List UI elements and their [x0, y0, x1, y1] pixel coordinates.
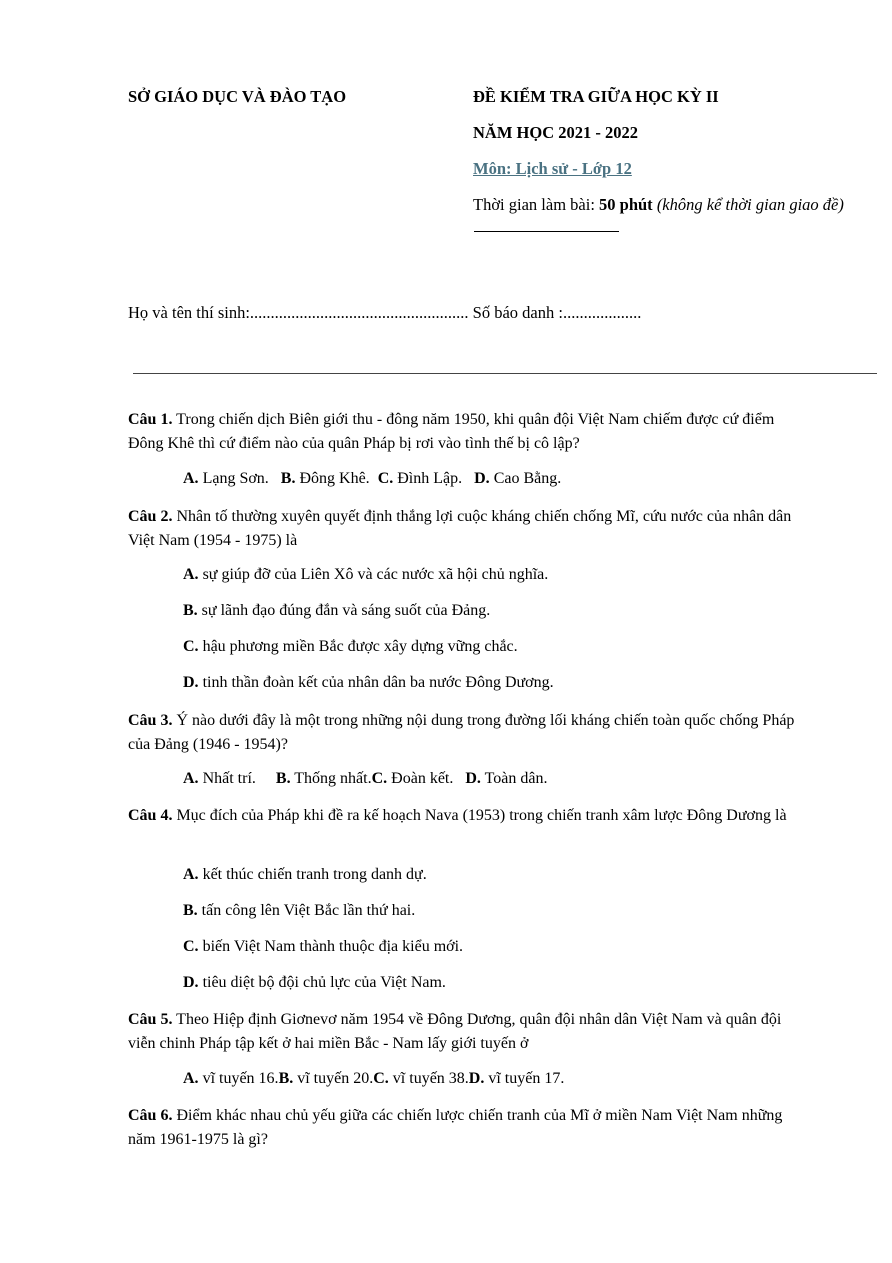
question-2-option-a	[183, 566, 548, 584]
option-key: C.	[371, 770, 388, 787]
question-4	[128, 804, 808, 828]
question-label: Câu 5.	[128, 1011, 173, 1028]
question-label: Câu 6.	[128, 1107, 173, 1124]
option-key: C.	[373, 1070, 389, 1087]
question-2	[128, 505, 808, 553]
option-text: Thống nhất.	[290, 770, 372, 787]
option-key: A.	[183, 1070, 199, 1087]
option-text: vĩ tuyến 38.	[388, 1070, 469, 1087]
option-key: A.	[183, 566, 199, 583]
option-text: Đoàn kết.	[387, 770, 466, 787]
option-text: tinh thần đoàn kết của nhân dân ba nước Đông Dương.	[198, 674, 554, 691]
option-text: Toàn dân.	[480, 770, 548, 787]
option-key: A.	[183, 866, 199, 883]
question-2-option-d	[183, 674, 554, 692]
question-2-option-c	[183, 638, 518, 656]
option-text: sự giúp đỡ của Liên Xô và các nước xã hội chủ nghĩa.	[198, 566, 549, 583]
section-divider	[133, 373, 877, 374]
department-name: SỞ GIÁO DỤC VÀ ĐÀO TẠO	[128, 87, 347, 106]
option-text: vĩ tuyến 16.	[198, 1070, 279, 1087]
question-3	[128, 709, 808, 757]
question-4-option-b	[183, 902, 415, 920]
question-1	[128, 408, 808, 456]
header-divider	[474, 231, 619, 232]
option-key: D.	[468, 1070, 485, 1087]
option-text: Nhất trí.	[198, 770, 276, 787]
question-4-option-c	[183, 938, 463, 956]
option-key: B.	[278, 1070, 294, 1087]
question-5	[128, 1008, 808, 1056]
question-label: Câu 2.	[128, 508, 173, 525]
option-text: kết thúc chiến tranh trong danh dự.	[198, 866, 427, 883]
question-6	[128, 1104, 808, 1152]
option-key: D.	[465, 770, 481, 787]
option-text: Lạng Sơn.	[198, 470, 281, 487]
exam-title: ĐỀ KIỂM TRA GIỮA HỌC KỲ II	[473, 87, 719, 106]
option-key: B.	[280, 470, 296, 487]
time-prefix: Thời gian làm bài:	[473, 195, 600, 214]
option-key: D.	[183, 974, 199, 991]
question-text: Mục đích của Pháp khi đề ra kế hoạch Nava (1953) trong chiến tranh xâm lược Đông Dương là	[172, 807, 787, 824]
option-key: C.	[183, 638, 199, 655]
option-key: A.	[183, 770, 199, 787]
option-text: tiêu diệt bộ đội chủ lực của Việt Nam.	[198, 974, 446, 991]
question-label: Câu 3.	[128, 712, 173, 729]
option-text: tấn công lên Việt Bắc lần thứ hai.	[197, 902, 416, 919]
option-key: B.	[183, 902, 198, 919]
question-3-options	[183, 770, 548, 788]
question-text: Điểm khác nhau chủ yếu giữa các chiến lược chiến tranh của Mĩ ở miền Nam Việt Nam những năm 1961-1975 là gì?	[128, 1107, 783, 1148]
option-key: C.	[377, 470, 394, 487]
option-key: A.	[183, 470, 199, 487]
time-note: (không kể thời gian giao đề)	[656, 195, 844, 214]
student-info-line: Họ và tên thí sinh:..................................................... Số báo danh :...................	[128, 303, 642, 322]
option-text: vĩ tuyến 20.	[293, 1070, 374, 1087]
option-key: D.	[474, 470, 490, 487]
question-text: Ý nào dưới đây là một trong những nội dung trong đường lối kháng chiến toàn quốc chống Pháp của Đảng (1946 - 1954)?	[128, 712, 795, 753]
question-1-options	[183, 470, 561, 488]
option-text: Đông Khê.	[295, 470, 378, 487]
option-key: C.	[183, 938, 199, 955]
option-text: Đình Lập.	[393, 470, 475, 487]
option-text: vĩ tuyến 17.	[484, 1070, 565, 1087]
question-label: Câu 4.	[128, 807, 173, 824]
question-text: Theo Hiệp định Giơnevơ năm 1954 về Đông Dương, quân đội nhân dân Việt Nam và quân đội viễn chinh Pháp tập kết ở hai miền Bắc - Nam lấy giới tuyến ở	[128, 1011, 782, 1052]
time-line	[473, 195, 844, 215]
option-text: Cao Bằng.	[489, 470, 562, 487]
question-4-option-d	[183, 974, 446, 992]
option-text: hậu phương miền Bắc được xây dựng vững chắc.	[198, 638, 518, 655]
option-key: D.	[183, 674, 199, 691]
option-text: biến Việt Nam thành thuộc địa kiểu mới.	[198, 938, 464, 955]
subject-line: Môn: Lịch sử - Lớp 12	[473, 159, 632, 178]
question-2-option-b	[183, 602, 490, 620]
question-text: Trong chiến dịch Biên giới thu - đông năm 1950, khi quân đội Việt Nam chiếm được cứ điểm Đông Khê thì cứ điểm nào của quân Pháp bị rơi vào tình thế bị cô lập?	[128, 411, 775, 452]
question-label: Câu 1.	[128, 411, 173, 428]
question-4-option-a	[183, 866, 427, 884]
option-key: B.	[183, 602, 198, 619]
question-text: Nhân tố thường xuyên quyết định thắng lợi cuộc kháng chiến chống Mĩ, cứu nước của nhân dân Việt Nam (1954 - 1975) là	[128, 508, 792, 549]
option-text: sự lãnh đạo đúng đắn và sáng suốt của Đảng.	[197, 602, 491, 619]
time-value: 50 phút	[599, 195, 653, 214]
question-5-options	[183, 1070, 564, 1088]
option-key: B.	[275, 770, 291, 787]
school-year: NĂM HỌC 2021 - 2022	[473, 123, 638, 142]
